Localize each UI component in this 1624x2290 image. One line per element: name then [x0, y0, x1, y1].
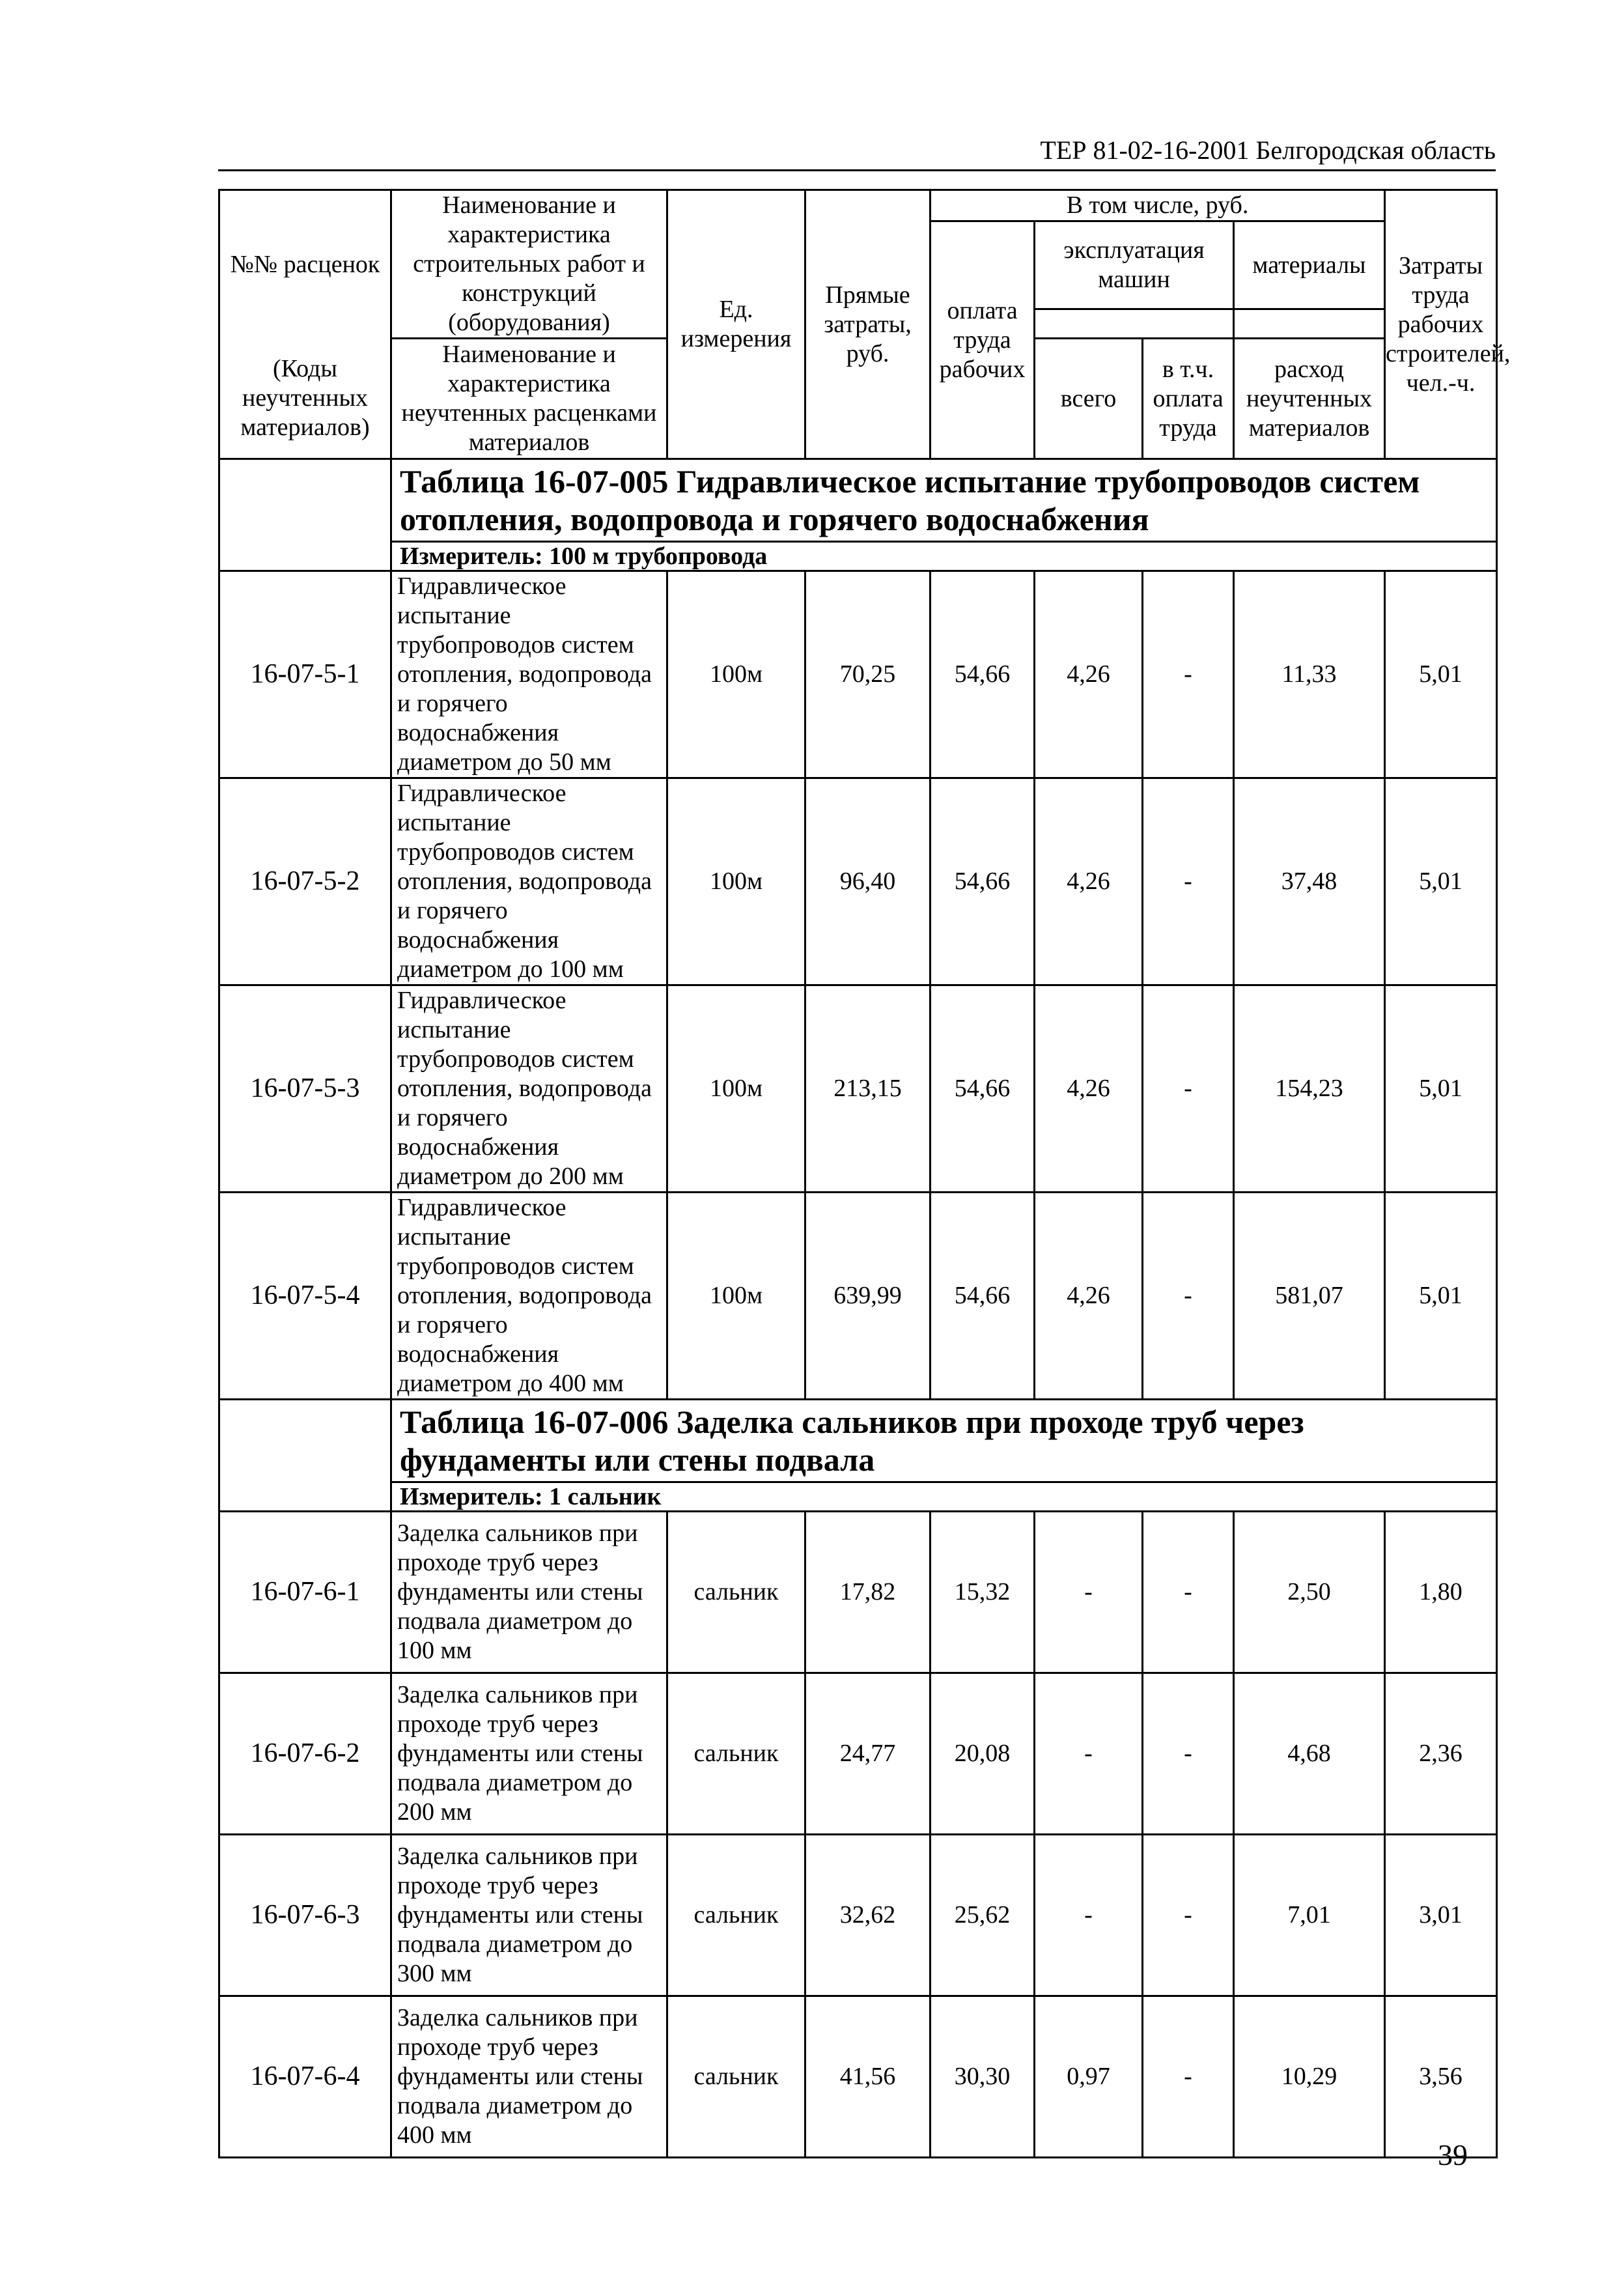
- wage-cell: 54,66: [931, 571, 1035, 778]
- unit-cell: сальник: [667, 1673, 805, 1835]
- rate-description: Гидравлическое испытание трубопроводов систем отопления, водопровода и горячего водоснабжения диаметром до 100 мм: [391, 778, 667, 985]
- table-row: [219, 985, 1497, 1193]
- machine-spacer: [1035, 309, 1234, 339]
- labor-cell: 3,01: [1385, 1835, 1497, 1996]
- materials-spacer: [1234, 309, 1385, 339]
- materials-cell: 581,07: [1234, 1193, 1385, 1400]
- materials-cell: 37,48: [1234, 778, 1385, 985]
- direct-cost-cell: 41,56: [805, 1996, 931, 2158]
- table-row: [219, 1193, 1497, 1400]
- materials-cell: 2,50: [1234, 1512, 1385, 1673]
- table-row: [219, 571, 1497, 778]
- direct-cost-cell: 213,15: [805, 985, 931, 1193]
- labor-cell: 1,80: [1385, 1512, 1497, 1673]
- machine-wage-cell: -: [1143, 1673, 1234, 1835]
- col-machine-all-header: всего: [1035, 339, 1143, 459]
- materials-cell: 154,23: [1234, 985, 1385, 1193]
- unit-cell: сальник: [667, 1835, 805, 1996]
- col-incl-header: В том числе, руб.: [931, 190, 1385, 221]
- rate-code: 16-07-6-1: [219, 1512, 391, 1673]
- table-row: [219, 778, 1497, 985]
- labor-cell: 5,01: [1385, 571, 1497, 778]
- rate-description: Заделка сальников при проходе труб через фундаменты или стены подвала диаметром до 100 мм: [391, 1512, 667, 1673]
- materials-cell: 7,01: [1234, 1835, 1385, 1996]
- labor-cell: 5,01: [1385, 778, 1497, 985]
- wage-cell: 20,08: [931, 1673, 1035, 1835]
- table-row: [219, 1996, 1497, 2158]
- wage-cell: 15,32: [931, 1512, 1035, 1673]
- machine-cell: 4,26: [1035, 985, 1143, 1193]
- machine-wage-cell: -: [1143, 1996, 1234, 2158]
- section-title-row: [219, 459, 1497, 542]
- running-header-text: ТЕР 81-02-16-2001 Белгородская область: [1040, 135, 1496, 165]
- col-labor-header: Затраты труда рабочих строителей, чел.-ч.: [1385, 190, 1497, 459]
- running-header: [218, 127, 1496, 171]
- machine-wage-cell: -: [1143, 1193, 1234, 1400]
- rate-code: 16-07-6-4: [219, 1996, 391, 2158]
- unit-cell: сальник: [667, 1996, 805, 2158]
- rate-description: Гидравлическое испытание трубопроводов систем отопления, водопровода и горячего водоснабжения диаметром до 200 мм: [391, 985, 667, 1193]
- materials-cell: 10,29: [1234, 1996, 1385, 2158]
- section-meter: Измеритель: 100 м трубопровода: [391, 542, 1497, 571]
- col-materials-extra-header: расход неучтенных материалов: [1234, 339, 1385, 459]
- page-number: 39: [1438, 2138, 1468, 2171]
- col-code-header: №№ расценок: [219, 190, 391, 339]
- table-row: [219, 1673, 1497, 1835]
- machine-cell: -: [1035, 1512, 1143, 1673]
- col-machine-header: эксплуатация машин: [1035, 221, 1234, 309]
- wage-cell: 30,30: [931, 1996, 1035, 2158]
- machine-cell: 4,26: [1035, 571, 1143, 778]
- rates-table: [218, 189, 1511, 2158]
- col-code-sub-header: (Коды неучтенных материалов): [219, 339, 391, 459]
- header-row-1: [219, 190, 1497, 221]
- section-meter: Измеритель: 1 сальник: [391, 1482, 1497, 1512]
- section-title-spacer: [219, 459, 391, 571]
- machine-wage-cell: -: [1143, 1835, 1234, 1996]
- materials-cell: 11,33: [1234, 571, 1385, 778]
- section-meter-row: [219, 542, 1497, 571]
- machine-cell: -: [1035, 1673, 1143, 1835]
- unit-cell: 100м: [667, 778, 805, 985]
- machine-wage-cell: -: [1143, 571, 1234, 778]
- unit-cell: сальник: [667, 1512, 805, 1673]
- direct-cost-cell: 17,82: [805, 1512, 931, 1673]
- machine-cell: 0,97: [1035, 1996, 1143, 2158]
- col-machine-wage-header: в т.ч. оплата труда: [1143, 339, 1234, 459]
- col-unit-header: Ед. измерения: [667, 190, 805, 459]
- rate-description: Заделка сальников при проходе труб через фундаменты или стены подвала диаметром до 400 мм: [391, 1996, 667, 2158]
- section-title-row: [219, 1400, 1497, 1482]
- rate-code: 16-07-6-3: [219, 1835, 391, 1996]
- machine-cell: 4,26: [1035, 1193, 1143, 1400]
- direct-cost-cell: 639,99: [805, 1193, 931, 1400]
- section-title: Таблица 16-07-005 Гидравлическое испытание трубопроводов систем отопления, водопровода и горячего водоснабжения: [391, 459, 1497, 542]
- machine-cell: 4,26: [1035, 778, 1143, 985]
- wage-cell: 54,66: [931, 1193, 1035, 1400]
- section-title-spacer: [219, 1400, 391, 1512]
- col-name-header: Наименование и характеристика строительных работ и конструкций (оборудования): [391, 190, 667, 339]
- section-meter-row: [219, 1482, 1497, 1512]
- col-wage-header: оплата труда рабочих: [931, 221, 1035, 459]
- labor-cell: 5,01: [1385, 985, 1497, 1193]
- rate-code: 16-07-5-2: [219, 778, 391, 985]
- machine-cell: -: [1035, 1835, 1143, 1996]
- wage-cell: 54,66: [931, 985, 1035, 1193]
- unit-cell: 100м: [667, 571, 805, 778]
- materials-cell: 4,68: [1234, 1673, 1385, 1835]
- rate-description: Заделка сальников при проходе труб через фундаменты или стены подвала диаметром до 300 мм: [391, 1835, 667, 1996]
- section-title: Таблица 16-07-006 Заделка сальников при проходе труб через фундаменты или стены подвала: [391, 1400, 1497, 1482]
- col-materials-header: материалы: [1234, 221, 1385, 309]
- rate-description: Гидравлическое испытание трубопроводов систем отопления, водопровода и горячего водоснабжения диаметром до 50 мм: [391, 571, 667, 778]
- rate-code: 16-07-5-3: [219, 985, 391, 1193]
- rate-description: Гидравлическое испытание трубопроводов систем отопления, водопровода и горячего водоснабжения диаметром до 400 мм: [391, 1193, 667, 1400]
- rate-code: 16-07-5-4: [219, 1193, 391, 1400]
- unit-cell: 100м: [667, 985, 805, 1193]
- rate-description: Заделка сальников при проходе труб через фундаменты или стены подвала диаметром до 200 мм: [391, 1673, 667, 1835]
- direct-cost-cell: 32,62: [805, 1835, 931, 1996]
- rate-code: 16-07-5-1: [219, 571, 391, 778]
- col-direct-header: Прямые затраты, руб.: [805, 190, 931, 459]
- direct-cost-cell: 70,25: [805, 571, 931, 778]
- labor-cell: 2,36: [1385, 1673, 1497, 1835]
- wage-cell: 25,62: [931, 1835, 1035, 1996]
- labor-cell: 3,56: [1385, 1996, 1497, 2158]
- unit-cell: 100м: [667, 1193, 805, 1400]
- rate-code: 16-07-6-2: [219, 1673, 391, 1835]
- machine-wage-cell: -: [1143, 985, 1234, 1193]
- direct-cost-cell: 24,77: [805, 1673, 931, 1835]
- wage-cell: 54,66: [931, 778, 1035, 985]
- machine-wage-cell: -: [1143, 778, 1234, 985]
- machine-wage-cell: -: [1143, 1512, 1234, 1673]
- table-row: [219, 1835, 1497, 1996]
- direct-cost-cell: 96,40: [805, 778, 931, 985]
- labor-cell: 5,01: [1385, 1193, 1497, 1400]
- col-name-sub-header: Наименование и характеристика неучтенных расценками материалов: [391, 339, 667, 459]
- table-row: [219, 1512, 1497, 1673]
